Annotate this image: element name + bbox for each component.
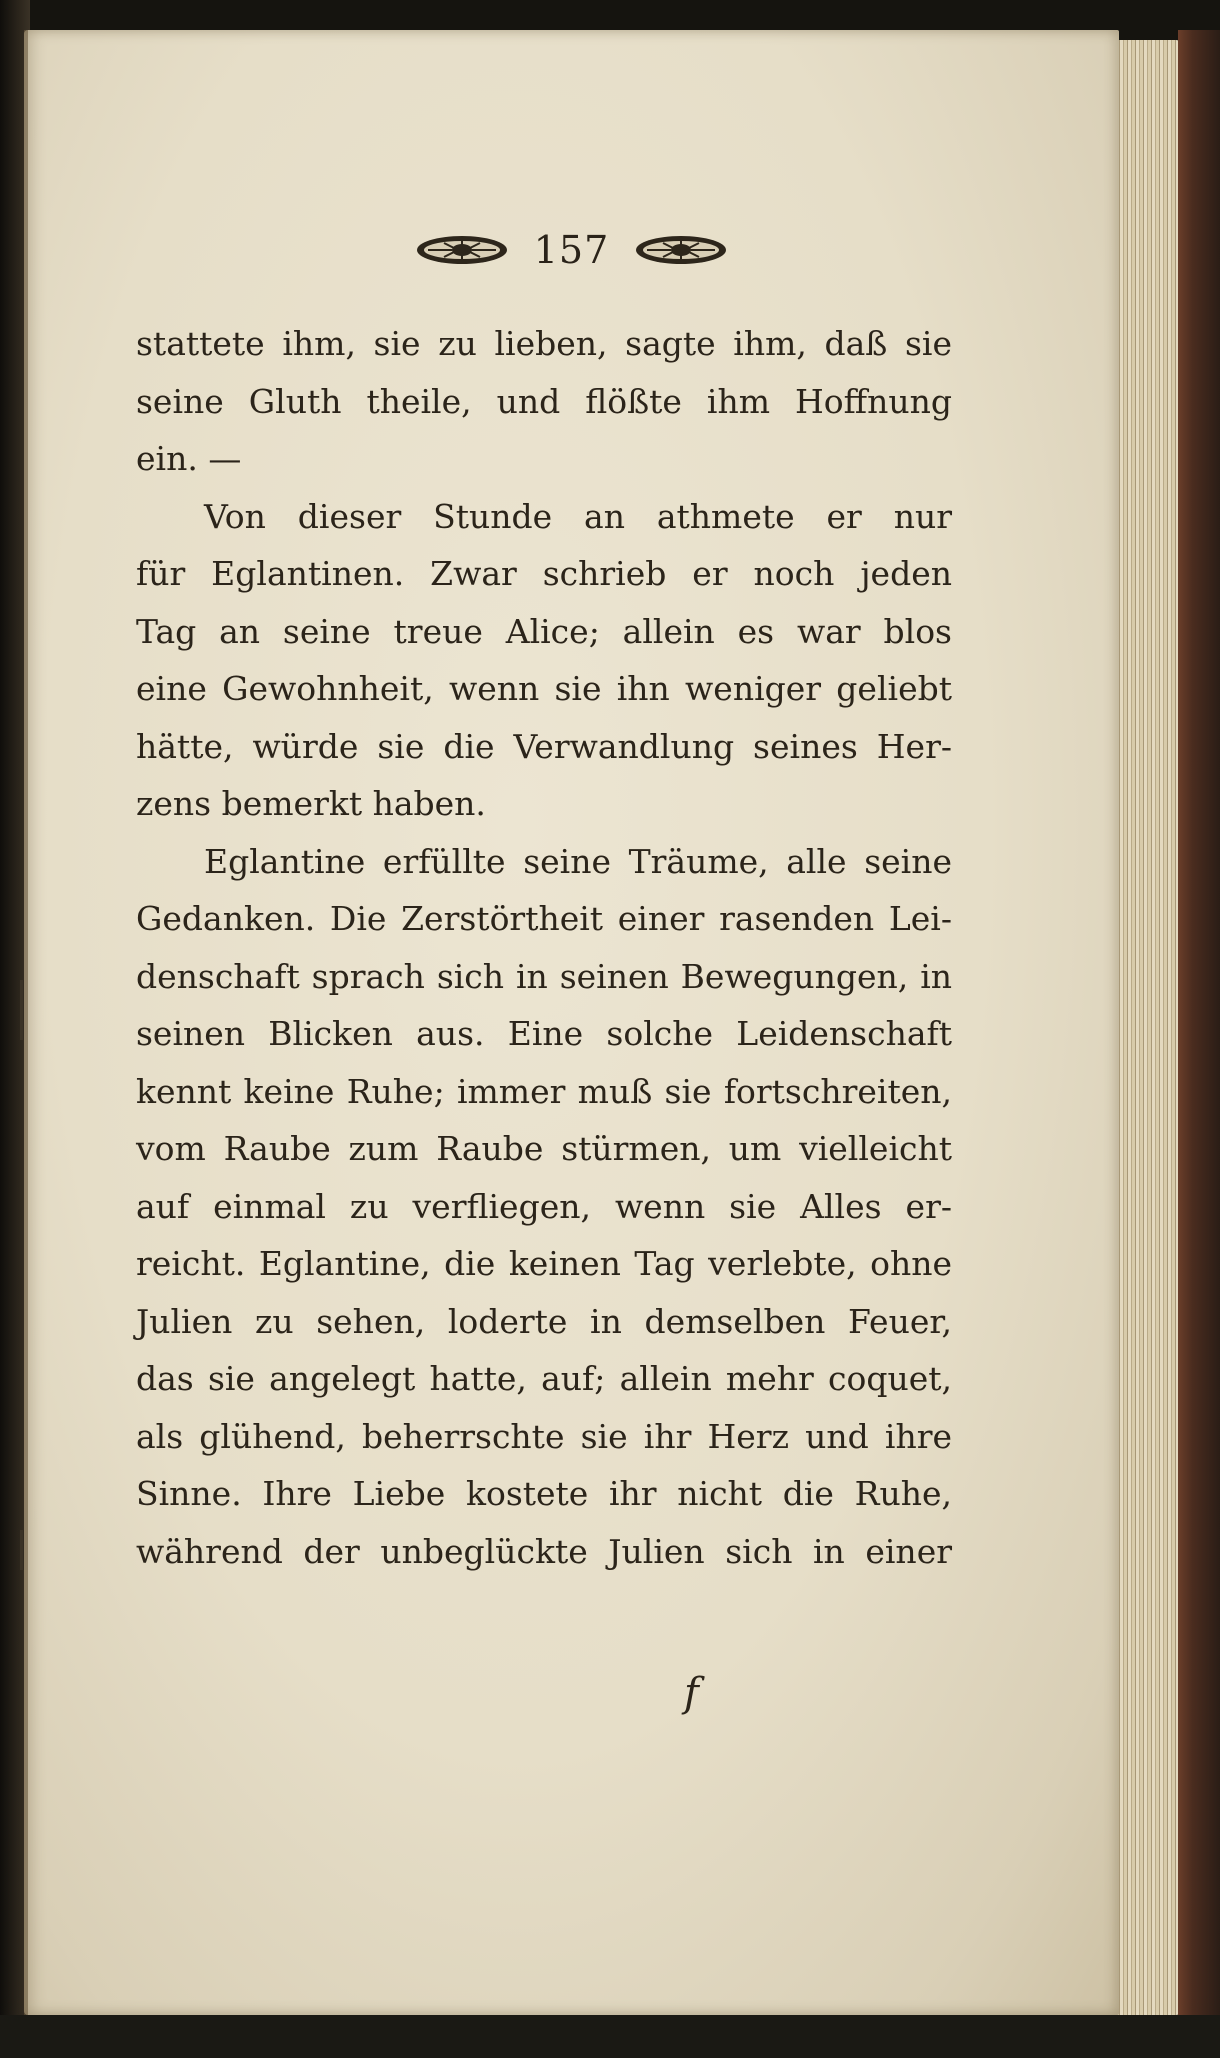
text-line: hätte, würde sie die Verwandlung seines Her- (136, 726, 952, 766)
text-line: Tag an seine treue Alice; allein es war blos (136, 611, 952, 651)
text-line: Sinne. Ihre Liebe kostete ihr nicht die Ruhe, (136, 1474, 952, 1513)
text-line: Gedanken. Die Zerstörtheit einer rasenden Lei- (136, 899, 952, 938)
ornament-right-icon (633, 233, 729, 267)
body-text (136, 315, 952, 1580)
margin-mark (20, 1530, 23, 1570)
page-header (24, 228, 1119, 288)
right-cover (1178, 30, 1220, 2025)
text-line: seine Gluth theile, und flößte ihm Hoffnung (136, 381, 952, 421)
text-line: seinen Blicken aus. Eine solche Leidenschaft (136, 1014, 952, 1053)
text-line: ein. — (136, 439, 242, 478)
book-page (24, 30, 1119, 2015)
page-edges (1112, 40, 1182, 2015)
text-line: Von dieser Stunde an athmete er nur (204, 496, 952, 536)
text-line: Eglantine erfüllte seine Träume, alle seine (204, 841, 952, 881)
gutter-line (24, 30, 28, 2015)
text-line: vom Raube zum Raube stürmen, um vielleicht (136, 1129, 952, 1168)
text-line: während der unbeglückte Julien sich in einer (136, 1531, 952, 1571)
signature-mark: f (684, 1670, 699, 1716)
text-line: das sie angelegt hatte, auf; allein mehr coquet, (136, 1359, 952, 1398)
text-line: Julien zu sehen, loderte in demselben Feuer, (136, 1301, 952, 1341)
text-line: reicht. Eglantine, die keinen Tag verlebte, ohne (136, 1244, 952, 1283)
text-line: stattete ihm, sie zu lieben, sagte ihm, daß sie (136, 324, 952, 363)
text-line: für Eglantinen. Zwar schrieb er noch jeden (136, 554, 952, 593)
text-line: kennt keine Ruhe; immer muß sie fortschreiten, (136, 1071, 952, 1111)
margin-mark (20, 980, 23, 1040)
text-line: als glühend, beherrschte sie ihr Herz und ihre (136, 1416, 952, 1456)
bottom-cover (0, 2015, 1220, 2058)
text-line: auf einmal zu verfliegen, wenn sie Alles er- (136, 1186, 952, 1226)
text-line: eine Gewohnheit, wenn sie ihn weniger geliebt (136, 669, 952, 708)
page-number: 157 (533, 228, 610, 272)
text-line: zens bemerkt haben. (136, 784, 486, 823)
ornament-left-icon (414, 233, 510, 267)
text-line: denschaft sprach sich in seinen Bewegungen, in (136, 956, 952, 996)
